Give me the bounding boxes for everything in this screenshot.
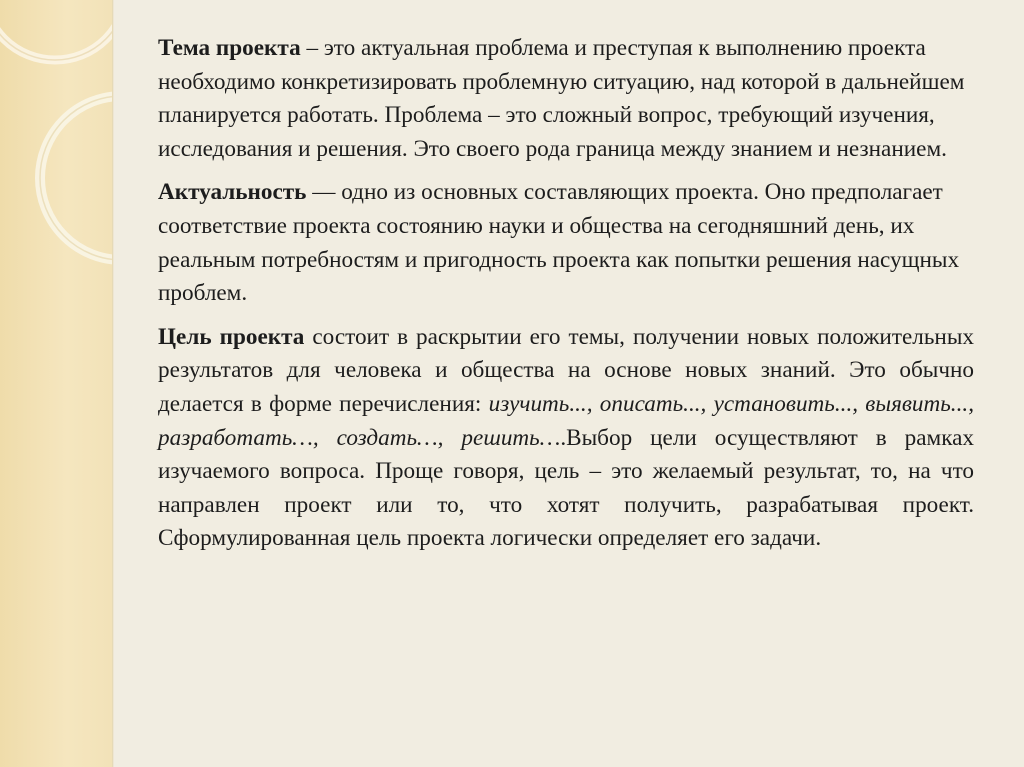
decorative-ring-middle <box>40 96 112 260</box>
text-relevance: — одно из основных составляющих проекта. Оно предполагает соответствие проекта состоянию науки и общества на сегодняшний день, их реальным потребностям и пригодность проекта как попытки решения насущных проблем. <box>158 179 960 307</box>
text-project-goal-rest: .Выбор цели осуществляют в рамках изучаемого вопроса. Проще говоря, цель – это желаемый результат, то, на что направлен проект или то, что хотят получить, разрабатывая проект. Сформулированная цель проекта логически определяет его задачи. <box>158 424 974 552</box>
slide-text <box>158 32 974 556</box>
decorative-ring-middle-shadow <box>40 96 112 260</box>
term-project-goal: Цель проекта <box>158 323 305 350</box>
paragraph-relevance <box>158 176 974 310</box>
term-project-topic: Тема проекта <box>158 35 301 61</box>
decorative-ring-top <box>0 0 112 60</box>
side-band-divider <box>112 0 114 767</box>
text-project-goal-intro: состоит в раскрытии его темы, получении новых положительных результатов для человека и общества на основе новых знаний. Это обычно делается в форме перечисления: <box>158 323 974 417</box>
goal-examples-list: изучить..., описать..., установить..., выявить..., разработать…, создать…, решить… <box>158 390 974 451</box>
decorative-side-band <box>0 0 112 767</box>
decorative-rings <box>0 0 112 767</box>
text-project-topic: – это актуальная проблема и преступая к выполнению проекта необходимо конкретизировать проблемную ситуацию, над которой в дальнейшем планируется работать. Проблема – это сложный вопрос, требующий изучения, исследования и решения. Это своего рода граница между знанием и незнанием. <box>158 35 965 162</box>
paragraph-project-topic <box>158 32 974 166</box>
term-relevance: Актуальность <box>158 179 307 206</box>
paragraph-project-goal <box>158 321 974 556</box>
